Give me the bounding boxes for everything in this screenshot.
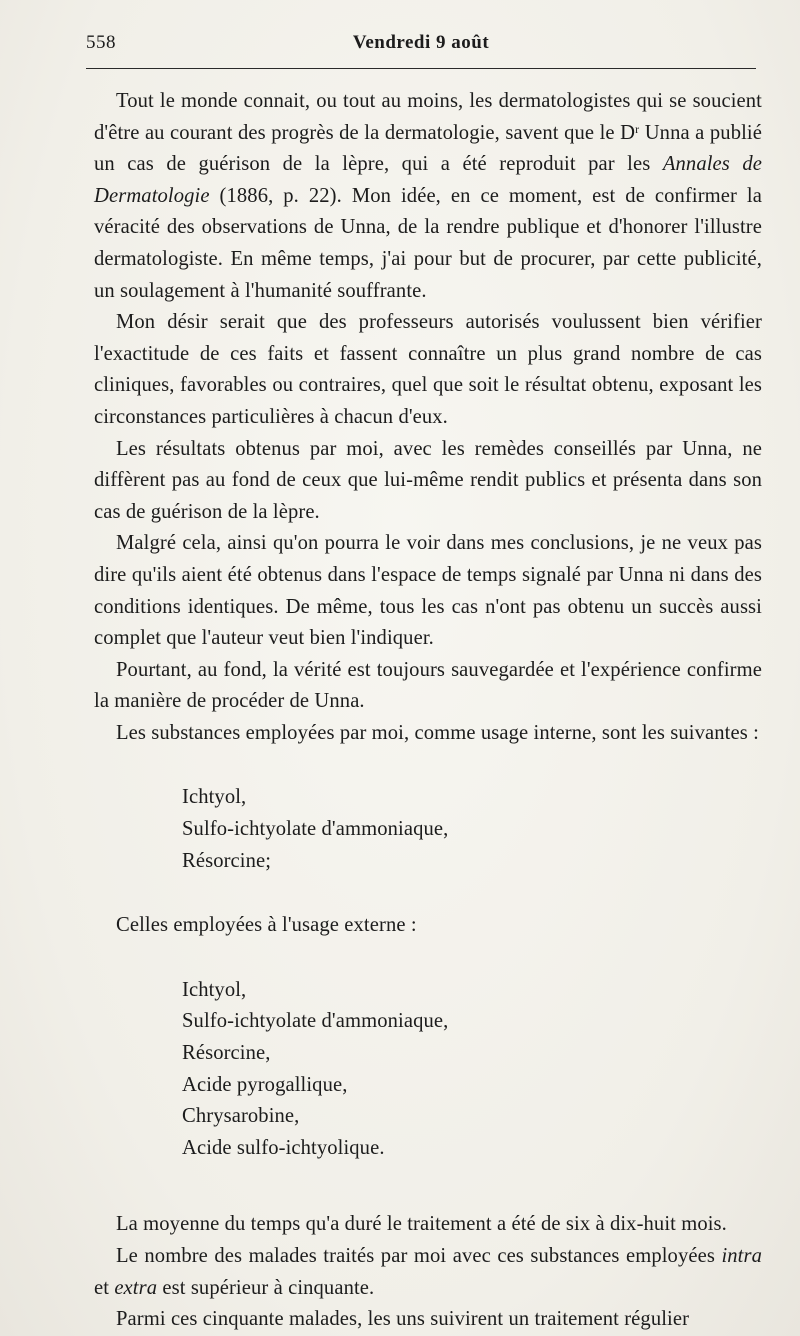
- paragraph-9-text-c: est supérieur à cinquante.: [157, 1276, 375, 1299]
- page-header: [86, 28, 756, 69]
- list-item: Acide sulfo-ichtyolique.: [182, 1136, 385, 1159]
- paragraph-1-text-c: (1886, p. 22). Mon idée, en ce moment, est de confirmer la véracité des observations de Unna, de la rendre publique et d'honorer l'illustre dermatologiste. En même temps, j'ai pour but de procurer, par cette publicité, un soulagement à l'humanité souffrante.: [94, 184, 762, 302]
- list-item: Résorcine;: [182, 849, 272, 872]
- intra-italic: intra: [721, 1245, 762, 1267]
- paragraph-6: Les substances employées par moi, comme usage interne, sont les suivantes :: [116, 721, 759, 744]
- paragraph-3: Les résultats obtenus par moi, avec les remèdes conseillés par Unna, ne diffèrent pas au fond de ceux que lui-même rendit publics et présenta dans son cas de guérison de la lèpre.: [94, 437, 762, 523]
- internal-substances-list: [94, 782, 762, 877]
- body-text: [94, 86, 762, 1336]
- paragraph-9-text-a: Le nombre des malades traités par moi avec ces substances employées: [116, 1245, 722, 1267]
- list-item: Sulfo-ichtyolate d'ammoniaque,: [182, 1010, 449, 1033]
- extra-italic: extra: [114, 1276, 158, 1299]
- paragraph-7: Celles employées à l'usage externe :: [116, 914, 417, 937]
- paragraph-1: [94, 86, 762, 307]
- paragraph-2: Mon désir serait que des professeurs autorisés voulussent bien vérifier l'exactitude de ces faits et fassent connaître un plus grand nombre de cas cliniques, favorables ou contraires, quel que soit le résultat obtenu, exposant les circonstances particulières à chacun d'eux.: [94, 311, 762, 428]
- paragraph-1-text-b: Unna a publié un cas de guérison de la lèpre, qui a été reproduit par les: [94, 121, 762, 176]
- list-item: Ichtyol,: [182, 786, 247, 809]
- paragraph-1-text-a: Tout le monde connait, ou tout au moins, les dermatologistes qui se soucient d'être au courant des progrès de la dermatologie, savent que le D: [94, 90, 762, 144]
- page-number: 558: [86, 32, 116, 53]
- doctor-superscript: r: [635, 121, 640, 136]
- paragraph-9-text-b: et: [94, 1276, 115, 1299]
- paragraph-9: [94, 1241, 762, 1304]
- list-item: Résorcine,: [182, 1042, 271, 1065]
- paragraph-4: Malgré cela, ainsi qu'on pourra le voir dans mes conclusions, je ne veux pas dire qu'ils aient été obtenus dans l'espace de temps signalé par Unna ni dans des conditions identiques. De même, tous les cas n'ont pas obtenu un succès aussi complet que l'auteur veut bien l'indiquer.: [94, 532, 762, 650]
- paragraph-10: Parmi ces cinquante malades, les uns suivirent un traitement régulier: [116, 1308, 690, 1331]
- list-item: Acide pyrogallique,: [182, 1073, 348, 1096]
- journal-title: Annales de Dermatologie: [94, 153, 763, 207]
- list-item: Ichtyol,: [182, 978, 247, 1001]
- list-item: Sulfo-ichtyolate d'ammoniaque,: [182, 818, 449, 841]
- running-head: Vendredi 9 août: [352, 32, 490, 53]
- paragraph-5: Pourtant, au fond, la vérité est toujours sauvegardée et l'expérience confirme la manière de procéder de Unna.: [94, 658, 762, 713]
- paragraph-8: La moyenne du temps qu'a duré le traitement a été de six à dix-huit mois.: [116, 1213, 727, 1236]
- external-substances-list: [94, 975, 762, 1165]
- list-item: Chrysarobine,: [182, 1105, 300, 1128]
